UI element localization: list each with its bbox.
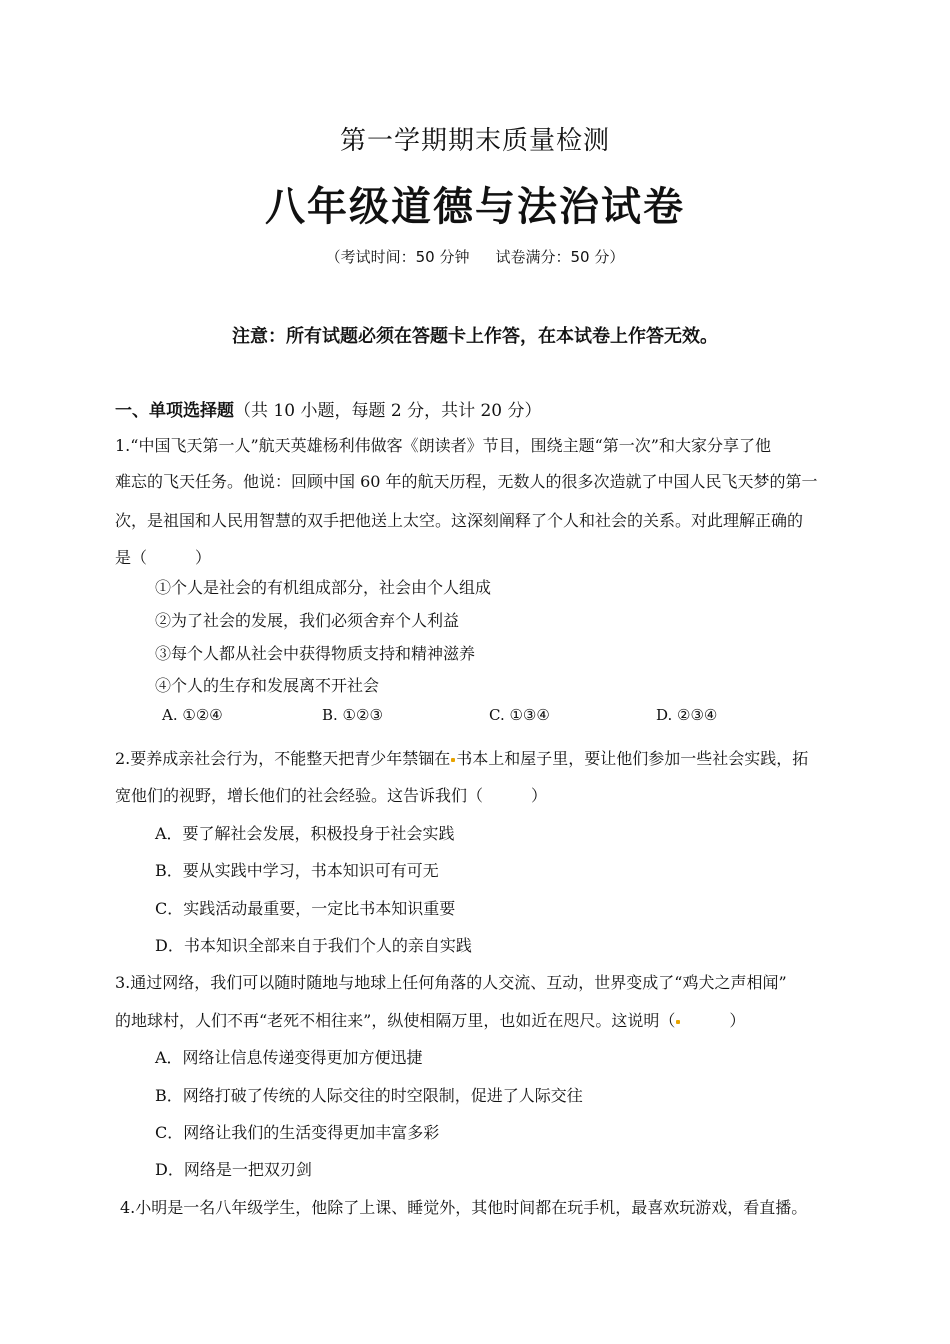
section-detail: （共 10 小题，每题 2 分，共计 20 分） <box>234 401 542 421</box>
exam-info <box>0 246 950 267</box>
q4-line-1: 4.小明是一名八年级学生，他除了上课、睡觉外，其他时间都在玩手机，最喜欢玩游戏，看直播。 <box>120 1198 808 1217</box>
section-heading <box>115 396 542 421</box>
q1-item-2: ②为了社会的发展，我们必须舍弃个人利益 <box>155 611 460 630</box>
q2-option-d: D．书本知识全部来自于我们个人的亲自实践 <box>155 936 472 955</box>
q1-item-1: ①个人是社会的有机组成部分，社会由个人组成 <box>155 578 492 597</box>
q2-line-1-part-1: 2.要养成亲社会行为，不能整天把青少年禁锢在 <box>115 749 451 768</box>
q1-choice-b: B. ①②③ <box>322 706 383 724</box>
q2-option-b: B．要从实践中学习，书本知识可有可无 <box>155 861 439 880</box>
section-title: 一、单项选择题 <box>115 401 234 421</box>
exam-score: 试卷满分：50 分） <box>495 248 625 266</box>
q1-item-3: ③每个人都从社会中获得物质支持和精神滋养 <box>155 644 476 663</box>
q2-option-c: C．实践活动最重要，一定比书本知识重要 <box>155 899 456 918</box>
q1-choice-c: C. ①③④ <box>489 706 550 724</box>
q1-line-3: 次，是祖国和人民用智慧的双手把他送上太空。这深刻阐释了个人和社会的关系。对此理解正确的 <box>115 511 804 530</box>
exam-title: 八年级道德与法治试卷 <box>265 183 685 230</box>
highlight-mark <box>676 1020 680 1024</box>
exam-time: （考试时间：50 分钟 <box>325 248 470 266</box>
q2-line-1 <box>115 746 808 769</box>
q3-option-b: B．网络打破了传统的人际交往的时空限制，促进了人际交往 <box>155 1086 583 1105</box>
q2-line-2: 宽他们的视野，增长他们的社会经验。这告诉我们（ ） <box>115 786 548 805</box>
q3-line-2-part-1: 的地球村，人们不再“老死不相往来”，纵使相隔万里，也如近在咫尺。这说明（ <box>115 1011 676 1030</box>
q2-line-1-part-2: 书本上和屋子里，要让他们参加一些社会实践，拓 <box>456 749 809 768</box>
q3-option-a: A．网络让信息传递变得更加方便迅捷 <box>155 1048 423 1067</box>
q1-line-4: 是（ ） <box>115 548 212 567</box>
q1-line-1: 1.“中国飞天第一人”航天英雄杨利伟做客《朗读者》节目，围绕主题“第一次”和大家分享了他 <box>115 436 771 455</box>
q1-item-4: ④个人的生存和发展离不开社会 <box>155 676 380 695</box>
q3-option-d: D．网络是一把双刃剑 <box>155 1160 312 1179</box>
highlight-mark <box>451 758 455 762</box>
exam-subtitle: 第一学期期末质量检测 <box>339 126 610 156</box>
q1-choice-a: A. ①②④ <box>162 706 223 724</box>
q3-line-1: 3.通过网络，我们可以随时随地与地球上任何角落的人交流、互动，世界变成了“鸡犬之声相闻” <box>115 973 787 992</box>
q3-line-2-part-2: ） <box>681 1011 746 1030</box>
q2-option-a: A．要了解社会发展，积极投身于社会实践 <box>155 824 455 843</box>
q3-option-c: C．网络让我们的生活变得更加丰富多彩 <box>155 1123 440 1142</box>
q1-choice-d: D. ②③④ <box>656 706 718 724</box>
q1-line-2: 难忘的飞天任务。他说：回顾中国 60 年的航天历程，无数人的很多次造就了中国人民飞天梦的第一 <box>115 472 818 491</box>
q3-line-2 <box>115 1008 745 1031</box>
exam-notice: 注意：所有试题必须在答题卡上作答，在本试卷上作答无效。 <box>232 326 718 347</box>
